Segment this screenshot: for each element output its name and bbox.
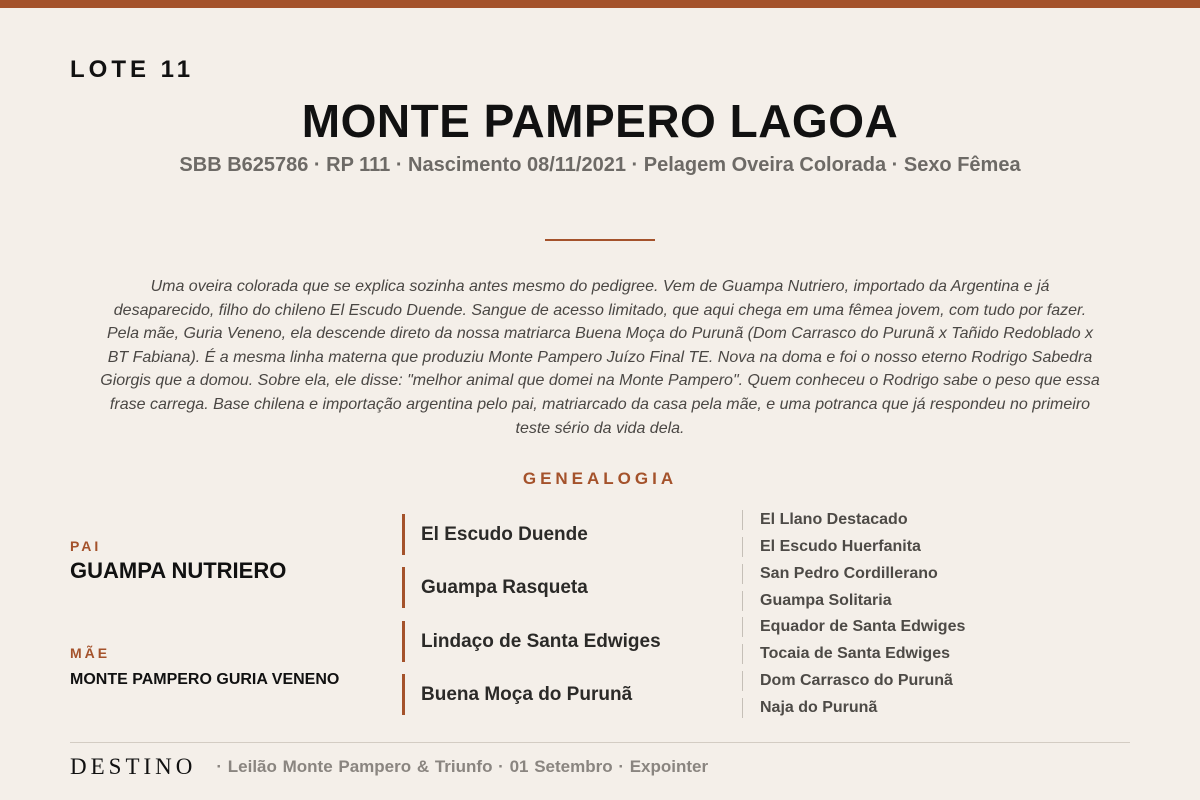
great-grandparent-entry: Guampa Solitaria bbox=[742, 591, 1122, 611]
great-grandparent-entry: Naja do Purunã bbox=[742, 698, 1122, 718]
sire-name: GUAMPA NUTRIERO bbox=[70, 558, 287, 583]
animal-name-title: MONTE PAMPERO LAGOA bbox=[301, 95, 899, 147]
footer-divider bbox=[70, 742, 1130, 743]
grandparent-entry: El Escudo Duende bbox=[402, 514, 732, 555]
great-grandparent-entry: El Escudo Huerfanita bbox=[742, 537, 1122, 557]
great-grandparent-entry: Equador de Santa Edwiges bbox=[742, 617, 1122, 637]
sire-label: PAI bbox=[70, 538, 102, 554]
great-grandparent-entry: Tocaia de Santa Edwiges bbox=[742, 644, 1122, 664]
dam-label: MÃE bbox=[70, 645, 111, 661]
footer bbox=[70, 752, 708, 782]
animal-description: Uma oveira colorada que se explica sozinha antes mesmo do pedigree. Vem de Guampa Nutriero, importado da Argentina e já desaparecido, filho do chileno El Escudo Duende. Sangue de acesso limitado, que aqui chega em uma fêmea jovem, com tudo por fazer. Pela mãe, Guria Veneno, ela descende direto da nossa matriarca Buena Moça do Purunã (Dom Carrasco do Purunã x Tañido Redoblado x BT Fabiana). É a mesma linha materna que produziu Monte Pampero Juízo Final TE. Nova na doma e foi o nosso eterno Rodrigo Sabedra Giorgis que a domou. Sobre ela, ele disse: "melhor animal que domei na Monte Pampero". Quem conheceu o Rodrigo sabe o peso que essa frase carrega. Base chilena e importação argentina pelo pai, matriarcado da casa pela mãe, e uma potranca que já respondeu no primeiro teste sério da vida dela. bbox=[100, 278, 1100, 437]
top-accent-bar bbox=[0, 0, 1200, 8]
grandparent-entry: Guampa Rasqueta bbox=[402, 567, 732, 608]
event-info: · Leilão Monte Pampero & Triunfo · 01 Setembro · Expointer bbox=[216, 757, 709, 776]
lot-number: LOTE 11 bbox=[70, 56, 195, 83]
great-grandparent-entry: El Llano Destacado bbox=[742, 510, 1122, 530]
great-grandparent-entry: Dom Carrasco do Purunã bbox=[742, 671, 1122, 691]
animal-registry-info: SBB B625786 · RP 111 · Nascimento 08/11/2021 · Pelagem Oveira Colorada · Sexo Fêmea bbox=[179, 154, 1021, 176]
genealogy-title: GENEALOGIA bbox=[522, 469, 678, 488]
grandparent-entry: Buena Moça do Purunã bbox=[402, 674, 732, 715]
great-grandparent-entry: San Pedro Cordillerano bbox=[742, 564, 1122, 584]
brand-logo-text: DESTINO bbox=[70, 754, 197, 779]
dam-name: MONTE PAMPERO GURIA VENENO bbox=[70, 671, 340, 688]
grandparent-entry: Lindaço de Santa Edwiges bbox=[402, 621, 732, 662]
section-divider bbox=[545, 239, 655, 241]
